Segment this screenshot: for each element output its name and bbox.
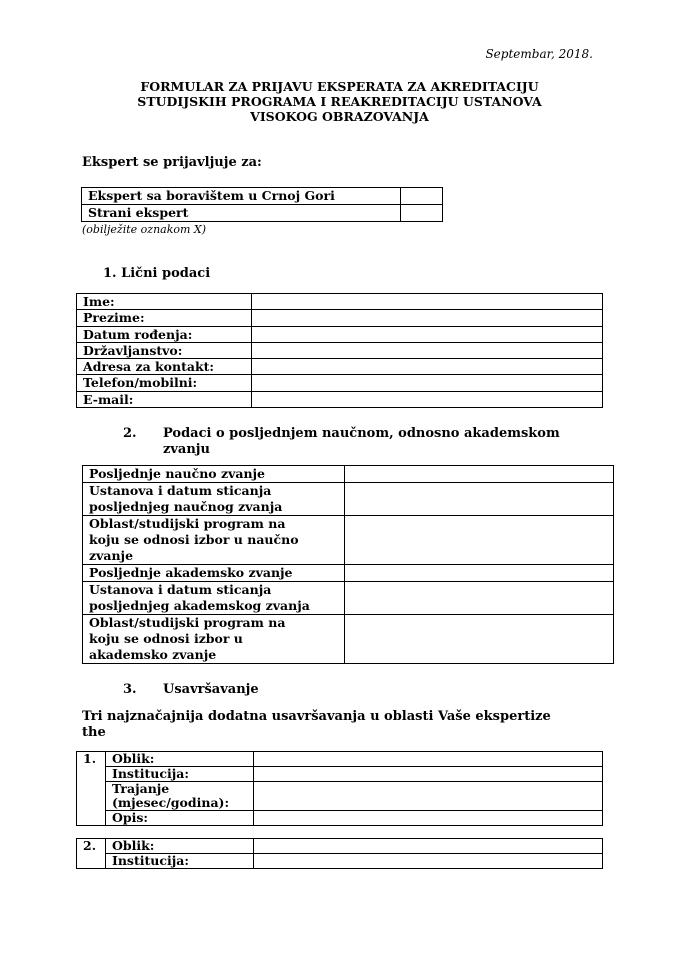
document-date: Septembar, 2018. [485,47,593,61]
label-line: Ustanova i datum sticanja [89,582,272,597]
table-row [83,516,614,565]
training1-form-input[interactable] [254,752,603,767]
field-label [83,565,345,582]
label-line: Oblik: [112,751,155,766]
field-label [83,615,345,664]
label-line: posljednjeg akademskog zvanja [89,598,310,613]
expert-option-label: Ekspert sa boravištem u Crnoj Gori [82,188,401,205]
academic-field-input[interactable] [345,615,614,664]
name-input[interactable] [252,294,603,310]
label-line: Oblik: [112,838,155,853]
email-input[interactable] [252,391,603,407]
surname-input[interactable] [252,310,603,326]
label-line: koju se odnosi izbor u [89,631,243,646]
mark-note: (obilježite oznakom X) [82,223,207,236]
table-row [77,782,603,811]
field-label: Prezime: [77,310,252,326]
table-row [77,342,603,358]
phone-input[interactable] [252,375,603,391]
table-row [83,483,614,516]
field-label [83,582,345,615]
field-label [83,483,345,516]
table-row [77,767,603,782]
section2-number: 2. [123,426,137,441]
expert-option-label: Strani ekspert [82,205,401,222]
field-label: Datum rođenja: [77,326,252,342]
section3-number: 3. [123,682,137,697]
field-label: Ime: [77,294,252,310]
field-label [106,767,254,782]
label-line: koju se odnosi izbor u naučno [89,532,299,547]
academic-institution-input[interactable] [345,582,614,615]
table-row [77,811,603,826]
table-row [83,582,614,615]
label-line: (mjesec/godina): [112,795,230,810]
label-line: Posljednje akademsko zvanje [89,565,293,580]
training-block-2 [76,838,603,869]
field-label: Telefon/mobilni: [77,375,252,391]
label-line: Posljednje naučno zvanje [89,466,266,481]
scientific-field-input[interactable] [345,516,614,565]
section3-subheading-line2: the [82,725,106,740]
label-line: Institucija: [112,853,189,868]
field-label: Državljanstvo: [77,342,252,358]
form-title [0,79,679,124]
table-row [82,188,443,205]
label-line: akademsko zvanje [89,647,217,662]
label-line: Trajanje [112,781,170,796]
table-row [77,391,603,407]
field-label [106,854,254,869]
title-line: VISOKOG OBRAZOVANJA [250,109,429,124]
training1-duration-input[interactable] [254,782,603,811]
table-row [77,375,603,391]
table-row [77,839,603,854]
expert-type-heading: Ekspert se prijavljuje za: [82,155,262,170]
label-line: Opis: [112,810,149,825]
field-label: E-mail: [77,391,252,407]
field-label [83,466,345,483]
label-line: Oblast/studijski program na [89,516,286,531]
table-row [77,752,603,767]
table-row [77,326,603,342]
label-line: posljednjeg naučnog zvanja [89,499,283,514]
section2-heading-line1: Podaci o posljednjem naučnom, odnosno akademskom [163,426,560,441]
table-row [77,854,603,869]
training1-institution-input[interactable] [254,767,603,782]
expert-type-table [81,187,443,222]
personal-data-table [76,293,603,408]
field-label [106,782,254,811]
section3-subheading-line1: Tri najznačajnija dodatna usavršavanja u oblasti Vaše ekspertize [82,709,551,724]
table-row [77,294,603,310]
field-label [106,811,254,826]
birthdate-input[interactable] [252,326,603,342]
label-line: Ustanova i datum sticanja [89,483,272,498]
label-line: zvanje [89,548,134,563]
training2-institution-input[interactable] [254,854,603,869]
scientific-institution-input[interactable] [345,483,614,516]
table-row [77,359,603,375]
training-number: 2. [77,839,106,869]
table-row [82,205,443,222]
expert-option-checkbox-resident[interactable] [401,188,443,205]
academic-title-table [82,465,614,664]
title-line: STUDIJSKIH PROGRAMA I REAKREDITACIJU USTANOVA [137,94,542,109]
academic-title-input[interactable] [345,565,614,582]
expert-option-checkbox-foreign[interactable] [401,205,443,222]
table-row [83,615,614,664]
citizenship-input[interactable] [252,342,603,358]
table-row [83,565,614,582]
table-row [83,466,614,483]
section1-heading: 1. Lični podaci [103,266,211,281]
table-row [77,310,603,326]
field-label: Adresa za kontakt: [77,359,252,375]
training2-form-input[interactable] [254,839,603,854]
label-line: Institucija: [112,766,189,781]
label-line: Oblast/studijski program na [89,615,286,630]
title-line: FORMULAR ZA PRIJAVU EKSPERATA ZA AKREDITACIJU [140,79,539,94]
address-input[interactable] [252,359,603,375]
scientific-title-input[interactable] [345,466,614,483]
training-number: 1. [77,752,106,826]
training1-description-input[interactable] [254,811,603,826]
section2-heading-line2: zvanju [163,442,210,457]
training-block-1 [76,751,603,826]
field-label [106,839,254,854]
field-label [83,516,345,565]
section3-heading: Usavršavanje [163,682,259,697]
field-label [106,752,254,767]
